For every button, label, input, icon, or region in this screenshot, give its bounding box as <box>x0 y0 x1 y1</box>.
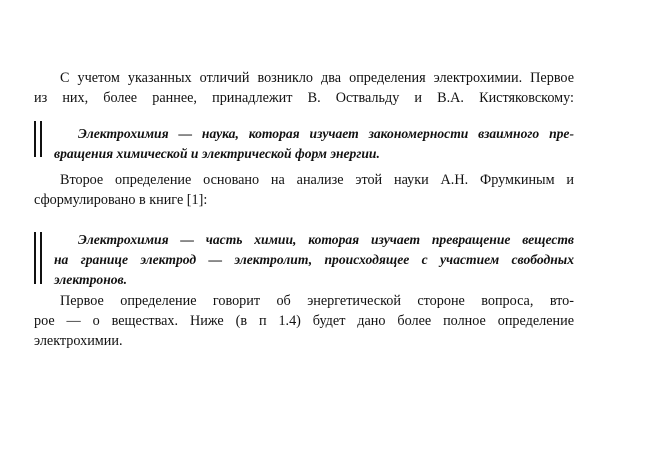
paragraph-line: из них, более раннее, принадлежит В. Оствальду и В.А. Кистяковскому: <box>34 90 574 106</box>
paragraph-intro <box>34 68 574 108</box>
definition-line: вращения химической и электрической форм энергии. <box>54 146 380 161</box>
paragraph-line: электрохимии. <box>34 333 123 349</box>
paragraph-line: Второе определение основано на анализе этой науки А.Н. Фрумкиным и <box>60 172 574 188</box>
paragraph-second-definition <box>34 170 574 210</box>
paragraph-conclusion <box>34 291 574 351</box>
definition-bar-right <box>40 121 42 157</box>
paragraph-line: сформулировано в книге [1]: <box>34 192 208 208</box>
definition-block-ostwald <box>54 124 574 164</box>
definition-bar-left <box>34 121 36 157</box>
definition-line: на границе электрод — электролит, происходящее с участием свободных <box>54 252 574 267</box>
definition-line: электронов. <box>54 272 128 287</box>
paragraph-line: С учетом указанных отличий возникло два определения электрохимии. Первое <box>60 70 574 86</box>
definition-bar-right <box>40 232 42 284</box>
definition-bar-left <box>34 232 36 284</box>
definition-line: Электрохимия — часть химии, которая изучает превращение веществ <box>78 232 574 247</box>
paragraph-line: рое — о веществах. Ниже (в п 1.4) будет дано более полное определение <box>34 313 574 329</box>
definition-line: Электрохимия — наука, которая изучает закономерности взаимного пре- <box>78 126 574 141</box>
definition-block-frumkin <box>54 230 574 290</box>
paragraph-line: Первое определение говорит об энергетической стороне вопроса, вто- <box>60 293 574 309</box>
